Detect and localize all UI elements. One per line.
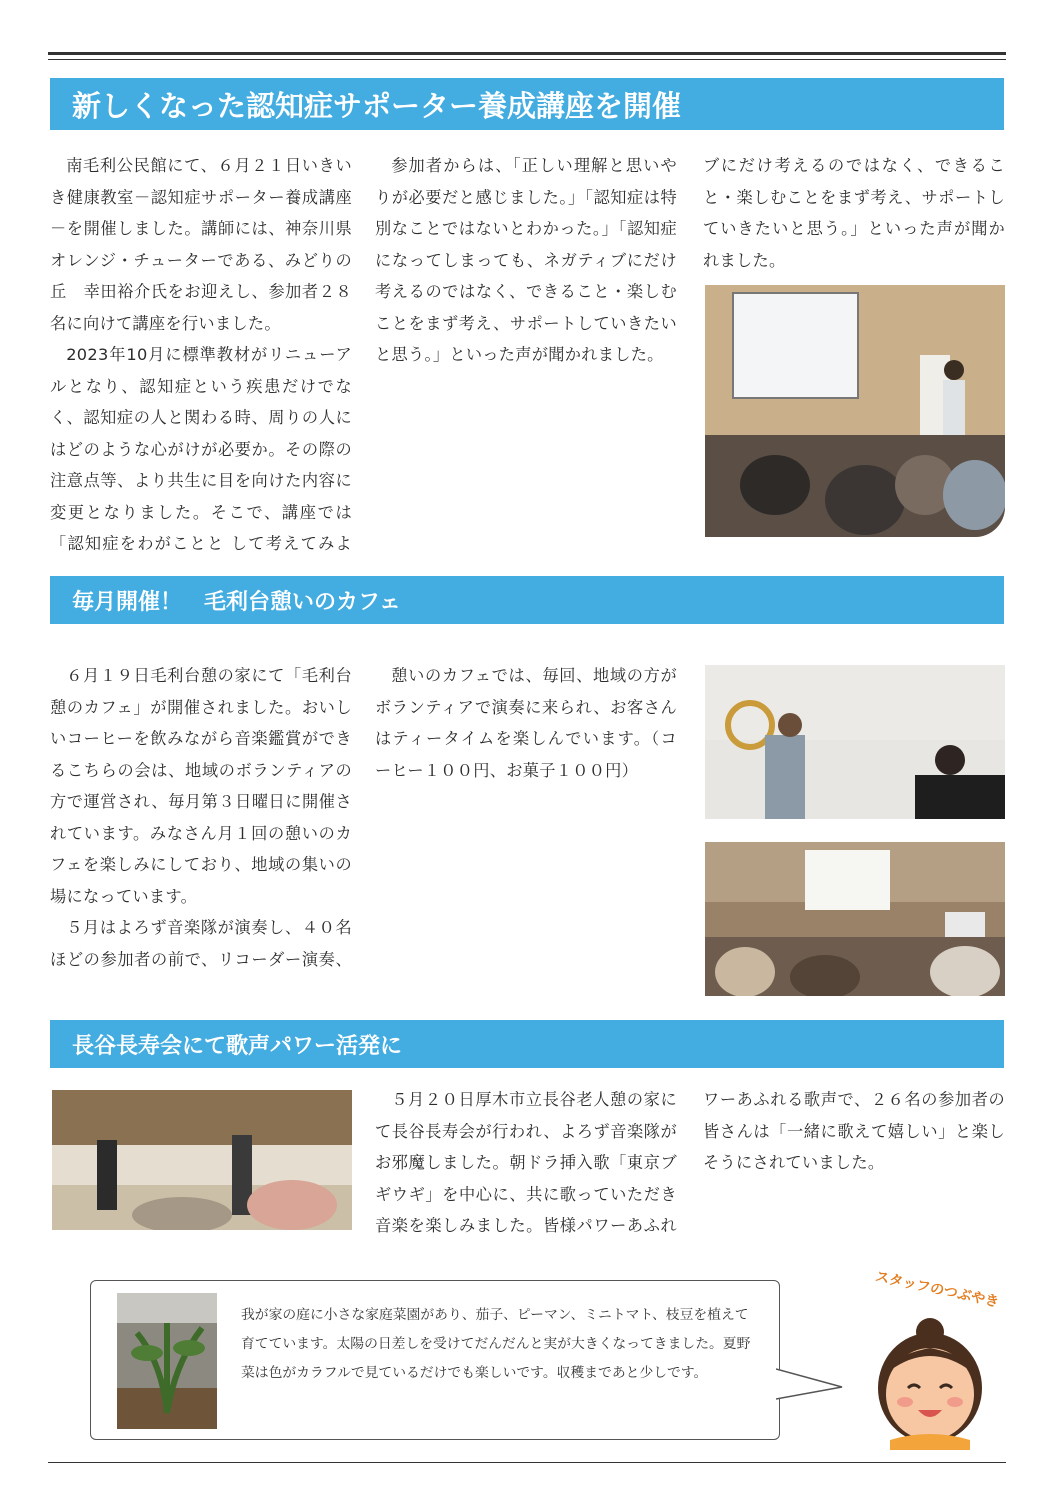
section1-paragraph-2: 2023年10月に標準教材がリニューアルとなり、認知症という疾患だけでなく、認知症の人と関わる時、周りの人にはどのような心がけが必要か。その際の注意点等、より共生に目を向けた内容に変更となりました。そこで、講座では「認知症をわがことと して考えてみよ [50, 345, 352, 553]
section3-col3-text: ワーあふれる歌声で、２６名の参加者の皆さんは「一緒に歌えて嬉しい」と楽しそうにされていました。 [703, 1090, 1005, 1172]
speech-tail [776, 1365, 846, 1405]
horn-photo [705, 665, 1005, 819]
section1-banner [50, 78, 1004, 130]
section2-col1 [50, 660, 352, 980]
lecture-photo [705, 285, 1005, 537]
top-rule [48, 52, 1006, 55]
section3-banner [50, 1020, 1004, 1068]
section1-col3 [703, 150, 1005, 270]
section1-paragraph-1: 南毛利公民館にて、６月２１日いきいき健康教室－認知症サポーター養成講座－を開催しました。講師には、神奈川県オレンジ・チューターである、みどりの丘 幸田裕介氏をお迎えし、参加者２８名に向けて講座を行いました。 [50, 156, 352, 333]
section3-paragraph-1: ５月２０日厚木市立長谷老人憩の家にて長谷長寿会が行われ、よろず音楽隊がお邪魔しました。朝ドラ挿入歌「東京ブギウギ」を中心に、共に歌っていただき音楽を楽しみました。皆様パワーあふれ [375, 1090, 677, 1235]
section2-banner [50, 576, 1004, 624]
section3-col2 [375, 1084, 677, 1244]
bottom-rule [48, 1462, 1006, 1463]
section1-title: 新しくなった認知症サポーター養成講座を開催 [72, 88, 682, 123]
section1-col3-text: ブにだけ考えるのではなく、できること・楽しむことをまず考え、サポートしていきたいと思う。」といった声が聞かれました。 [703, 156, 1005, 270]
top-rule-thin [48, 59, 1006, 60]
section3-title: 長谷長寿会にて歌声パワー活発に [72, 1033, 403, 1059]
section2-paragraph-1: ６月１９日毛利台憩の家にて「毛利台憩のカフェ」が開催されました。おいしいコーヒーを飲みながら音楽鑑賞ができるこちらの会は、地域のボランティアの方で運営され、毎月第３日曜日に開催されています。みなさん月１回の憩いのカフェを楽しみにしており、地域の集いの場になっています。 [50, 666, 352, 906]
garden-photo [117, 1293, 217, 1429]
staff-badge: スタッフのつぶやき [873, 1268, 1001, 1311]
staff-illustration-icon [860, 1310, 1000, 1450]
section2-paragraph-3: 憩いのカフェでは、毎回、地域の方がボランティアで演奏に来られ、お客さんはティータイムを楽しんでいます。（コーヒー１００円、お菓子１００円） [375, 666, 677, 780]
section1-col2 [375, 150, 677, 550]
section3-col3 [703, 1084, 1005, 1180]
staff-comment-box [90, 1280, 780, 1440]
choir-photo [52, 1090, 352, 1230]
section1-col1 [50, 150, 352, 560]
staff-comment-text: 我が家の庭に小さな家庭菜園があり、茄子、ピーマン、ミニトマト、枝豆を植えて育てています。太陽の日差しを受けてだんだんと実が大きくなってきました。夏野菜は色がカラフルで見ているだけでも楽しいです。収穫まであと少しです。 [241, 1307, 751, 1381]
section2-col2 [375, 660, 677, 930]
section2-paragraph-2: ５月はよろず音楽隊が演奏し、４０名ほどの参加者の前で、リコーダー演奏、 [50, 918, 352, 969]
band-photo [705, 842, 1005, 996]
section1-paragraph-3: 参加者からは、「正しい理解と思いやりが必要だと感じました。」「認知症は特別なことではないとわかった。」「認知症になってしまっても、ネガティブにだけ考えるのではなく、できること・楽しむことをまず考え、サポートしていきたいと思う。」といった声が聞かれました。 [375, 156, 677, 364]
section2-title: 毎月開催！ 毛利台憩いのカフェ [72, 589, 401, 615]
